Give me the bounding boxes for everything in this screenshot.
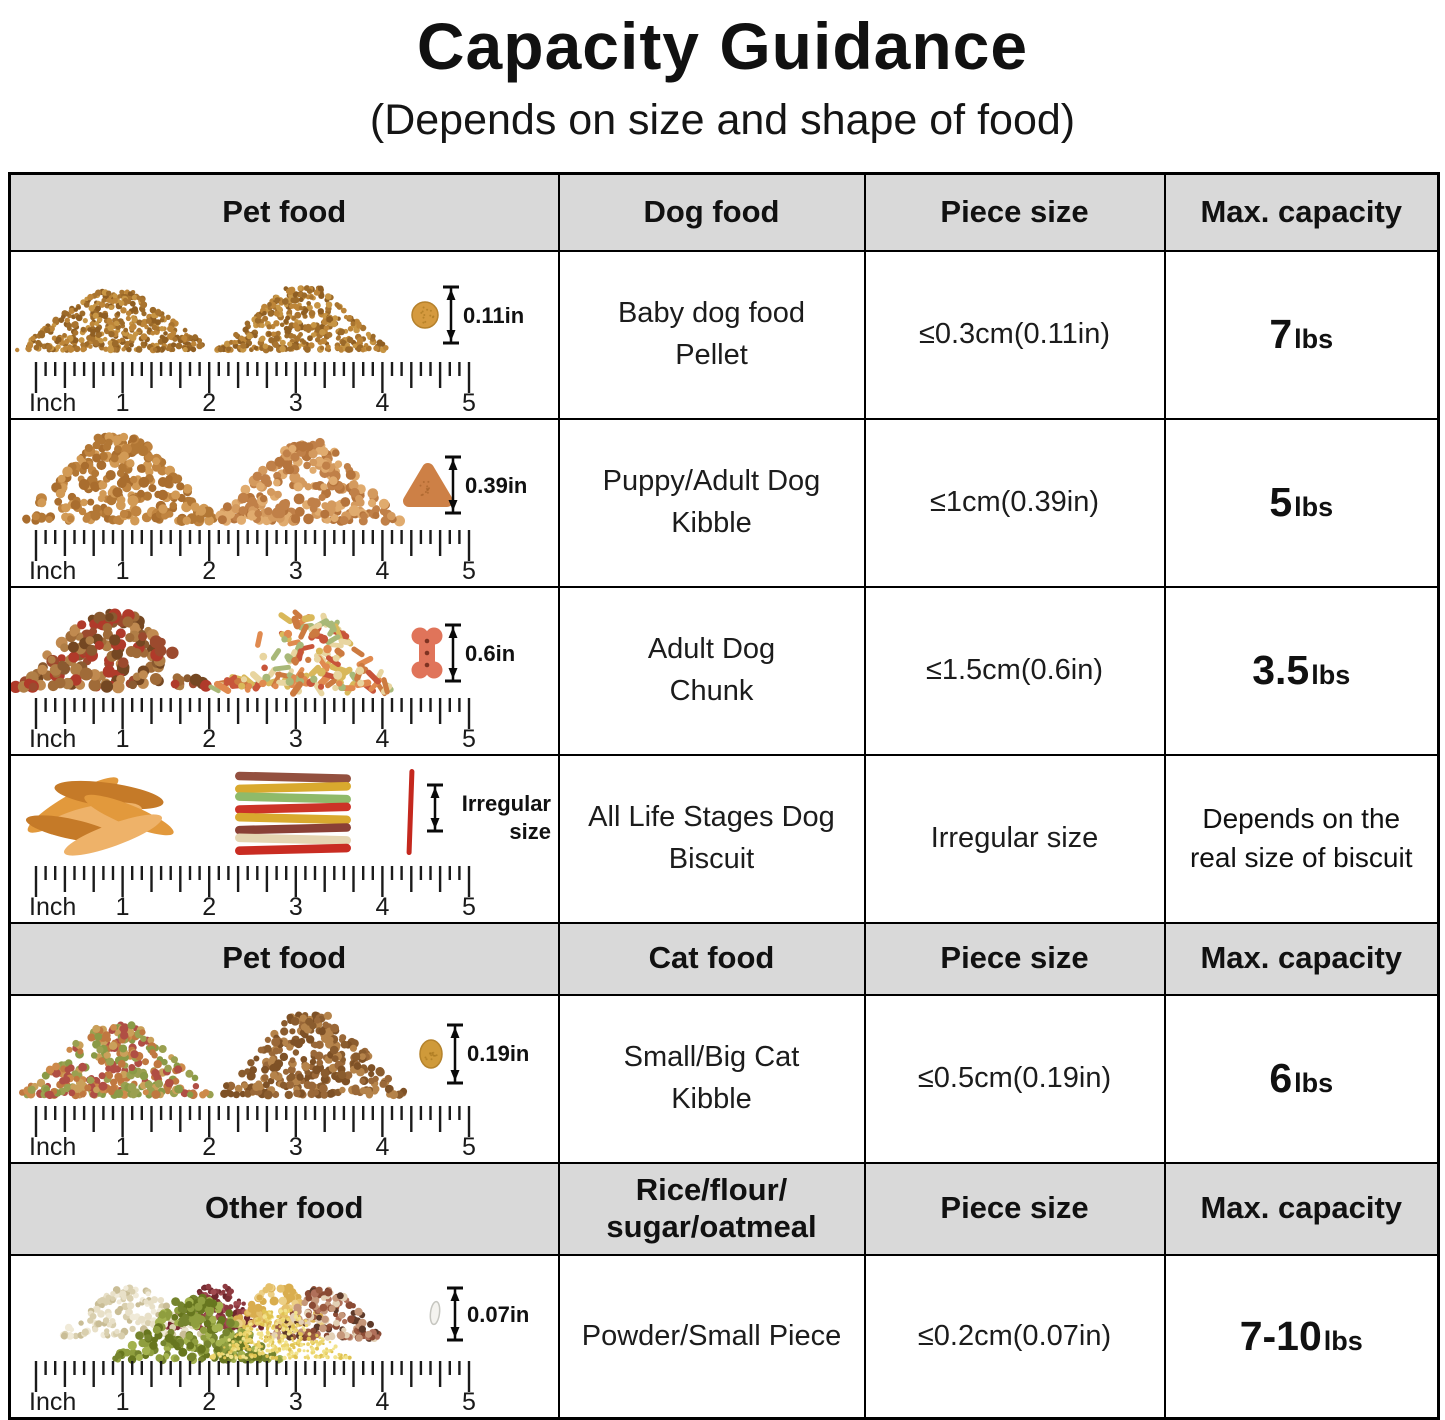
ruler-number: 5	[462, 724, 476, 753]
measure-label: 0.11in	[463, 302, 525, 328]
table-header-row	[10, 174, 1439, 251]
capacity-cell	[1165, 995, 1439, 1163]
food-image-cell	[10, 995, 559, 1163]
piece-size-value: ≤0.5cm(0.19in)	[917, 1062, 1112, 1094]
table-row	[10, 755, 1439, 923]
header-label: Pet food	[222, 193, 347, 229]
measure-label: Irregular	[461, 790, 551, 816]
ruler-number: 2	[202, 1388, 217, 1417]
capacity-unit: lbs	[1323, 1325, 1363, 1356]
header-cell	[559, 1163, 865, 1255]
header-cell	[865, 923, 1165, 995]
header-cell	[10, 923, 559, 995]
piece-size-cell	[865, 251, 1165, 419]
header-label: Dog food	[643, 193, 780, 229]
table-header-row	[10, 1163, 1439, 1255]
food-name-cell	[559, 1255, 865, 1419]
ruler-number: 2	[202, 388, 217, 417]
piece-size-cell	[865, 755, 1165, 923]
piece-size-cell	[865, 995, 1165, 1163]
header-label: Max. capacity	[1200, 193, 1403, 229]
measure-label: size	[509, 818, 551, 844]
ruler-number: 3	[288, 892, 303, 921]
food-name-cell	[559, 587, 865, 755]
capacity-note-line: real size of biscuit	[1189, 841, 1413, 873]
measure-label: 0.19in	[467, 1040, 530, 1066]
table-header-row	[10, 923, 1439, 995]
table-row	[10, 995, 1439, 1163]
table-row	[10, 419, 1439, 587]
capacity-table	[8, 172, 1440, 1420]
piece-size-value: ≤0.2cm(0.07in)	[917, 1319, 1112, 1352]
page-subtitle: (Depends on size and shape of food)	[369, 96, 1076, 144]
catkibble-photo-illustration	[11, 997, 556, 1161]
ruler-number: 1	[115, 1132, 130, 1161]
header-cell	[1165, 1163, 1439, 1255]
ruler-number: 5	[462, 892, 476, 921]
header-label: Piece size	[940, 1190, 1089, 1226]
capacity-value: 6	[1269, 1055, 1293, 1101]
header-cell	[865, 174, 1165, 251]
piece-size-value: ≤0.3cm(0.11in)	[918, 318, 1111, 350]
capacity-value: 3.5	[1252, 647, 1310, 693]
ruler-number: 2	[202, 724, 217, 753]
ruler-unit-label: Inch	[29, 892, 77, 921]
piece-size-value: ≤1.5cm(0.6in)	[925, 654, 1104, 686]
capacity-value: 7	[1269, 311, 1293, 357]
ruler-number: 2	[202, 1132, 217, 1161]
food-name-line: Kibble	[671, 506, 752, 539]
food-name-cell	[559, 419, 865, 587]
food-name-cell	[559, 251, 865, 419]
ruler-unit-label: Inch	[29, 724, 77, 753]
capacity-unit: lbs	[1294, 324, 1334, 354]
food-name-line: All Life Stages Dog	[588, 801, 835, 834]
header-cell	[1165, 174, 1439, 251]
capacity-unit: lbs	[1311, 660, 1351, 690]
piece-size-cell	[865, 587, 1165, 755]
ruler-number: 2	[202, 556, 217, 585]
piece-size-value: ≤1cm(0.39in)	[929, 486, 1100, 518]
ruler-number: 1	[115, 724, 130, 753]
food-name-cell	[559, 755, 865, 923]
food-name-line: Biscuit	[668, 842, 755, 875]
ruler-number: 5	[462, 556, 476, 585]
food-image-cell	[10, 1255, 559, 1419]
ruler-number: 3	[288, 388, 303, 417]
biscuits-photo-illustration	[11, 757, 556, 921]
piece-size-value: Irregular size	[930, 822, 1099, 854]
ruler-number: 4	[375, 724, 390, 753]
ruler-number: 4	[375, 1388, 390, 1417]
capacity-cell	[1165, 1255, 1439, 1419]
header-cell	[559, 174, 865, 251]
measure-label: 0.07in	[467, 1302, 530, 1328]
piece-size-cell	[865, 1255, 1165, 1419]
ruler-number: 4	[375, 1132, 390, 1161]
header-cell	[865, 1163, 1165, 1255]
ruler-number: 3	[288, 724, 303, 753]
header-label: Pet food	[222, 940, 347, 976]
header-label: sugar/oatmeal	[606, 1208, 817, 1244]
header-label: Rice/flour/	[635, 1171, 788, 1207]
page-title: Capacity Guidance	[416, 9, 1029, 83]
capacity-value: 5	[1269, 479, 1293, 525]
header-cell	[10, 174, 559, 251]
measure-label: 0.39in	[465, 472, 528, 498]
header-cell	[1165, 923, 1439, 995]
ruler-number: 4	[375, 556, 390, 585]
ruler-number: 3	[288, 1388, 303, 1417]
capacity-cell	[1165, 587, 1439, 755]
ruler-number: 1	[115, 1388, 130, 1417]
food-name-cell	[559, 995, 865, 1163]
food-image-cell	[10, 251, 559, 419]
food-name-line: Pellet	[675, 338, 748, 371]
capacity-unit: lbs	[1294, 1068, 1334, 1098]
pellets-photo-illustration	[11, 253, 556, 417]
food-name-line: Chunk	[669, 674, 754, 707]
ruler-unit-label: Inch	[29, 1388, 77, 1417]
food-name-line: Baby dog food	[617, 297, 806, 330]
ruler-number: 3	[288, 1132, 303, 1161]
food-name-line: Small/Big Cat	[623, 1041, 800, 1074]
capacity-cell	[1165, 251, 1439, 419]
food-name-line: Kibble	[671, 1082, 752, 1115]
food-name-line: Powder/Small Piece	[581, 1319, 842, 1352]
header-label: Piece size	[940, 940, 1089, 976]
piece-size-cell	[865, 419, 1165, 587]
ruler-unit-label: Inch	[29, 388, 77, 417]
ruler-number: 4	[375, 892, 390, 921]
capacity-value: 7-10	[1239, 1312, 1322, 1359]
table-row	[10, 1255, 1439, 1419]
ruler-number: 2	[202, 892, 217, 921]
food-image-cell	[10, 755, 559, 923]
header-label: Piece size	[940, 193, 1089, 229]
header-cell	[10, 1163, 559, 1255]
header-cell	[559, 923, 865, 995]
ruler-number: 1	[115, 556, 130, 585]
capacity-cell	[1165, 755, 1439, 923]
header-label: Max. capacity	[1200, 940, 1403, 976]
ruler-unit-label: Inch	[29, 1132, 77, 1161]
capacity-unit: lbs	[1294, 492, 1334, 522]
header-label: Other food	[205, 1190, 364, 1226]
food-name-line: Adult Dog	[647, 633, 776, 666]
ruler-number: 5	[462, 388, 476, 417]
header-label: Cat food	[648, 940, 775, 976]
grains-photo-illustration	[11, 1256, 556, 1416]
table-row	[10, 251, 1439, 419]
ruler-number: 4	[375, 388, 390, 417]
food-name-line: Puppy/Adult Dog	[602, 465, 821, 498]
ruler-number: 3	[288, 556, 303, 585]
ruler-unit-label: Inch	[29, 556, 77, 585]
chunks-photo-illustration	[11, 589, 556, 753]
kibble-photo-illustration	[11, 421, 556, 585]
capacity-cell	[1165, 419, 1439, 587]
food-image-cell	[10, 587, 559, 755]
table-row	[10, 587, 1439, 755]
header-label: Max. capacity	[1200, 1190, 1403, 1226]
ruler-number: 5	[462, 1132, 476, 1161]
ruler-number: 5	[462, 1388, 476, 1417]
ruler-number: 1	[115, 892, 130, 921]
ruler-number: 1	[115, 388, 130, 417]
food-image-cell	[10, 419, 559, 587]
capacity-note-line: Depends on the	[1202, 802, 1401, 834]
measure-label: 0.6in	[465, 640, 516, 666]
